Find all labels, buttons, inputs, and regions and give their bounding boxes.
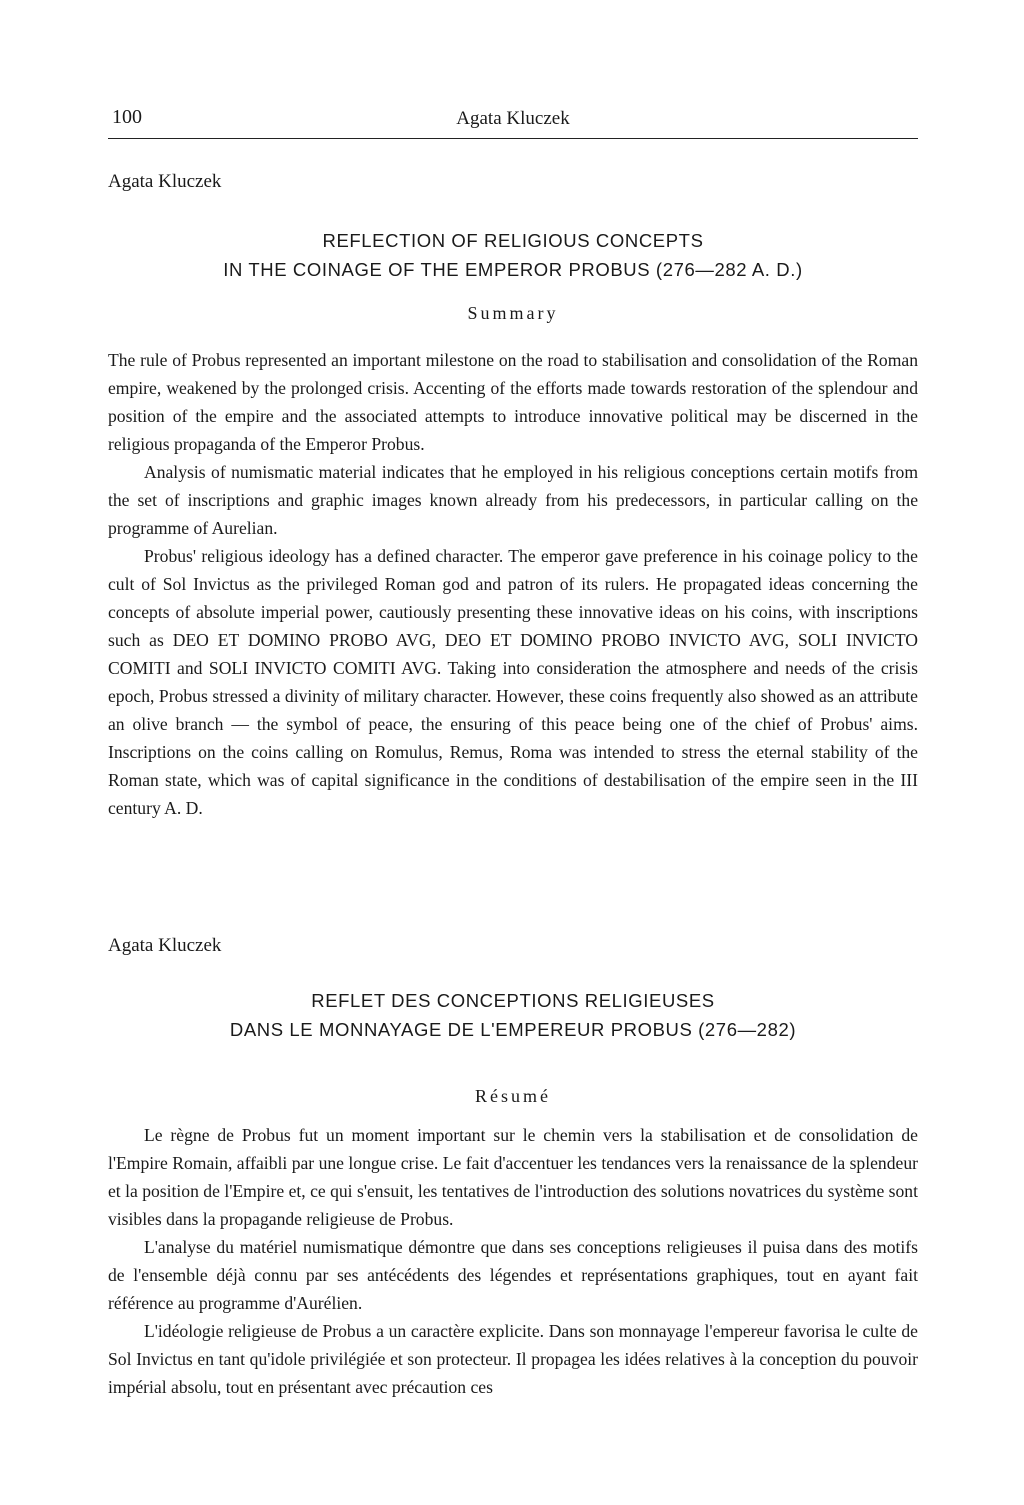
french-paragraph-3: L'idéologie religieuse de Probus a un caractère explicite. Dans son monnayage l'empereur favorisa le culte de Sol Invictus en tant qu'idole privilégiée et son protecteur. Il propagea les idées relatives à la conception du pouvoir impérial absolu, tout en présentant avec précaution ces [108,1321,918,1397]
french-title-line-2: DANS LE MONNAYAGE DE L'EMPEREUR PROBUS (276—282) [229,1019,797,1040]
running-header [108,104,918,139]
english-paragraph-3: Probus' religious ideology has a defined character. The emperor gave preference in his coinage policy to the cult of Sol Invictus as the privileged Roman god and patron of its rulers. He propagated ideas concerning the concepts of absolute imperial power, cautiously presenting these innovative ideas on his coins, with inscriptions such as DEO ET DOMINO PROBO AVG, DEO ET DOMINO PROBO INVICTO AVG, SOLI INVICTO COMITI and SOLI INVICTO COMITI AVG. Taking into consideration the atmosphere and needs of the crisis epoch, Probus stressed a divinity of military character. However, these coins frequently also showed as an attribute an olive branch — the symbol of peace, the ensuring of this peace being one of the chief of Probus' aims. Inscriptions on the coins calling on Romulus, Remus, Roma was intended to stress the eternal stability of the Roman state, which was of capital significance in the conditions of destabilisation of the empire seen in the III century A. D. [108,546,918,818]
french-author: Agata Kluczek [108,935,222,956]
english-paragraph-1: The rule of Probus represented an important milestone on the road to stabilisation and consolidation of the Roman empire, weakened by the prolonged crisis. Accenting of the efforts made towards restoration of the splendour and position of the empire and the associated attempts to introduce innovative political may be discerned in the religious propaganda of the Emperor Probus. [108,350,918,454]
english-title [108,226,918,284]
french-title [108,986,918,1044]
page-number: 100 [112,106,142,128]
english-author: Agata Kluczek [108,171,222,192]
english-summary-body [108,346,918,822]
french-paragraph-2: L'analyse du matériel numismatique démontre que dans ses conceptions religieuses il puisa dans des motifs de l'ensemble déjà connu par ses antécédents des légendes et représentations graphiques, tout en ayant fait référence au programme d'Aurélien. [108,1237,918,1313]
french-title-line-1: REFLET DES CONCEPTIONS RELIGIEUSES [311,990,715,1011]
english-paragraph-2: Analysis of numismatic material indicates that he employed in his religious conceptions certain motifs from the set of inscriptions and graphic images known already from his predecessors, in particular calling on the programme of Aurelian. [108,462,918,538]
running-header-author: Agata Kluczek [456,108,570,129]
english-summary-heading: Summary [467,303,559,323]
english-title-line-1: REFLECTION OF RELIGIOUS CONCEPTS [322,230,704,251]
french-resume-body [108,1121,918,1401]
english-title-line-2: IN THE COINAGE OF THE EMPEROR PROBUS (276—282 A. D.) [223,259,803,280]
french-resume-heading: Résumé [475,1086,551,1106]
french-paragraph-1: Le règne de Probus fut un moment important sur le chemin vers la stabilisation et de consolidation de l'Empire Romain, affaibli par une longue crise. Le fait d'accentuer les tendances vers la renaissance de la splendeur et la position de l'Empire et, ce qui s'ensuit, les tentatives de l'introduction des solutions novatrices du système sont visibles dans la propagande religieuse de Probus. [108,1125,918,1229]
